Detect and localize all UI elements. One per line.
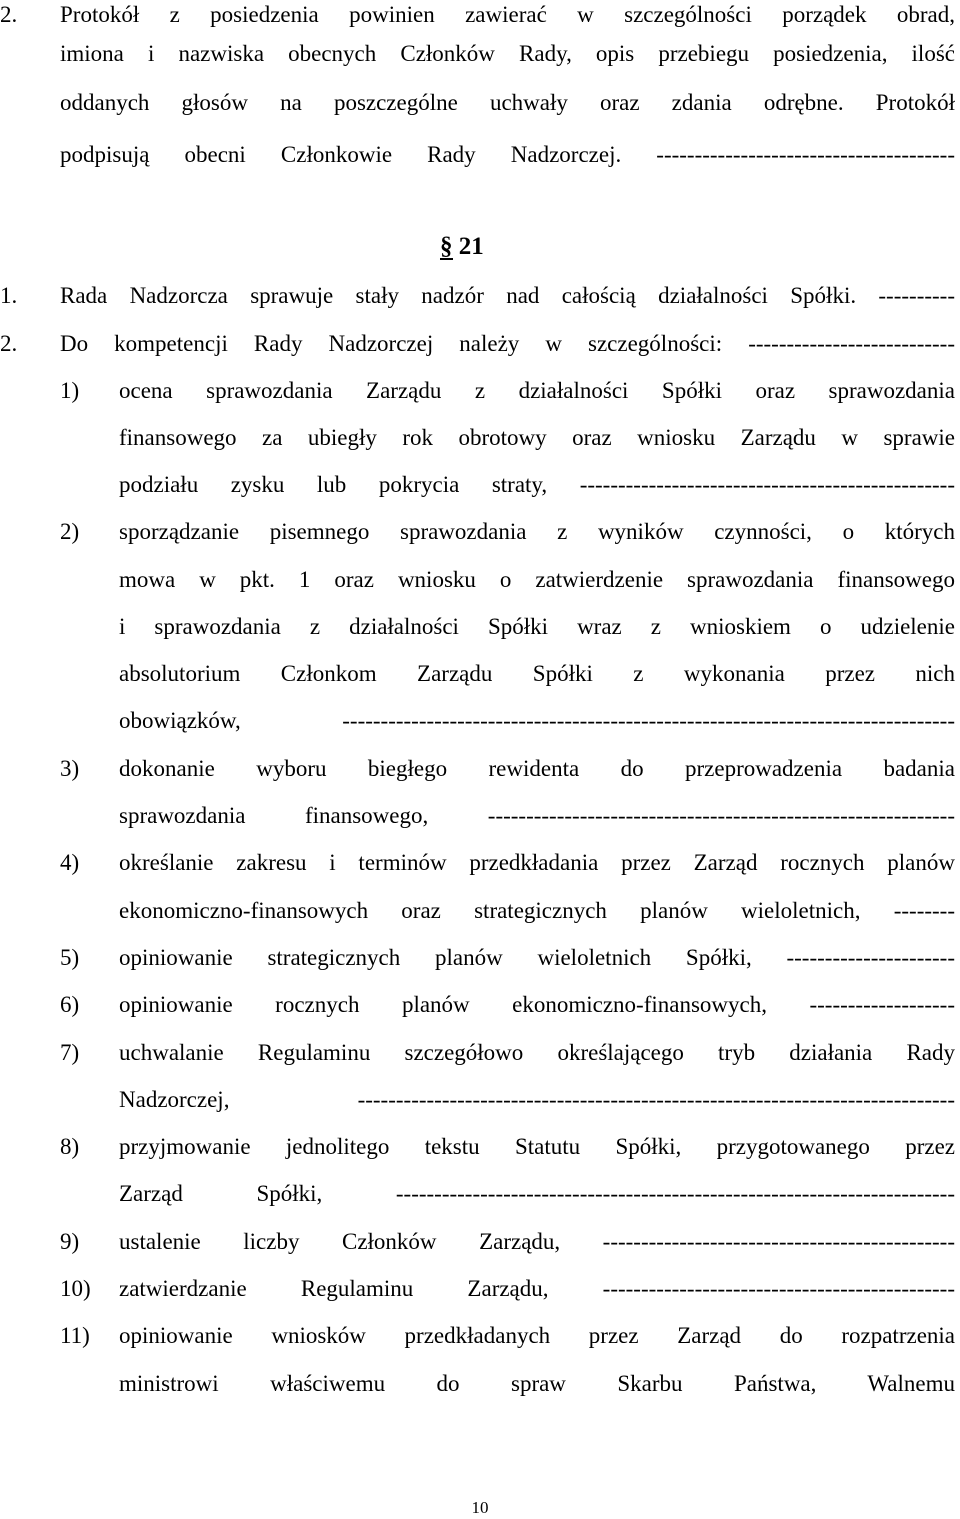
item-number: 1) [60,378,80,403]
item-line: mowa w pkt. 1 oraz wniosku o zatwierdzenie sprawozdania finansowego [119,567,955,592]
item-line: sporządzanie pisemnego sprawozdania z wyników czynności, o których [119,519,955,544]
paragraph-2-line: imiona i nazwiska obecnych Członków Rady, opis przebiegu posiedzenia, ilość [60,41,955,66]
item-number: 6) [60,992,80,1017]
item-number: 5) [60,945,80,970]
section-sign: § [440,233,453,260]
item-line: ministrowi właściwemu do spraw Skarbu Państwa, Walnemu [119,1371,955,1396]
paragraph-2-line: oddanych głosów na poszczególne uchwały oraz zdania odrębne. Protokół [60,90,955,115]
item-line: dokonanie wyboru biegłego rewidenta do przeprowadzenia badania [119,756,955,781]
point-1-text: Rada Nadzorcza sprawuje stały nadzór nad całością działalności Spółki. ---------- [60,283,955,308]
item-number: 11) [60,1323,90,1348]
item-line: Nadzorczej, ------------------------------------------------------------------------------ [119,1087,955,1112]
section-heading [440,233,484,261]
item-line: uchwalanie Regulaminu szczegółowo określającego tryb działania Rady [119,1040,955,1065]
item-line: Zarząd Spółki, ------------------------------------------------------------------------- [119,1181,955,1206]
item-line: opiniowanie rocznych planów ekonomiczno-finansowych, ------------------- [119,992,955,1017]
item-number: 3) [60,756,80,781]
page-number: 10 [471,1498,489,1517]
item-line: ocena sprawozdania Zarządu z działalności Spółki oraz sprawozdania [119,378,955,403]
item-line: finansowego za ubiegły rok obrotowy oraz wniosku Zarządu w sprawie [119,425,955,450]
point-2-number: 2. [0,331,18,356]
item-number: 10) [60,1276,91,1301]
item-line: ekonomiczno-finansowych oraz strategicznych planów wieloletnich, -------- [119,898,955,923]
point-2-text: Do kompetencji Rady Nadzorczej należy w szczególności: --------------------------- [60,331,955,356]
item-line: podziału zysku lub pokrycia straty, ------------------------------------------------- [119,472,955,497]
paragraph-2-line: Protokół z posiedzenia powinien zawierać w szczególności porządek obrad, [60,2,955,27]
item-line: absolutorium Członkom Zarządu Spółki z wykonania przez nich [119,661,955,686]
point-1-number: 1. [0,283,18,308]
item-line: określanie zakresu i terminów przedkładania przez Zarząd rocznych planów [119,850,955,875]
item-number: 9) [60,1229,80,1254]
item-number: 2) [60,519,80,544]
item-line: opiniowanie strategicznych planów wieloletnich Spółki, ---------------------- [119,945,955,970]
paragraph-2-line: podpisują obecni Członkowie Rady Nadzorczej. --------------------------------------- [60,142,955,167]
item-number: 4) [60,850,80,875]
paragraph-2-number: 2. [0,2,18,27]
item-line: przyjmowanie jednolitego tekstu Statutu Spółki, przygotowanego przez [119,1134,955,1159]
section-number: 21 [458,233,484,260]
item-number: 8) [60,1134,80,1159]
item-line: i sprawozdania z działalności Spółki wraz z wnioskiem o udzielenie [119,614,955,639]
item-line: sprawozdania finansowego, ------------------------------------------------------------- [119,803,955,828]
item-line: zatwierdzanie Regulaminu Zarządu, ---------------------------------------------- [119,1276,955,1301]
item-line: ustalenie liczby Członków Zarządu, ---------------------------------------------- [119,1229,955,1254]
item-line: opiniowanie wniosków przedkładanych przez Zarząd do rozpatrzenia [119,1323,955,1348]
item-number: 7) [60,1040,80,1065]
item-line: obowiązków, -------------------------------------------------------------------------------- [119,708,955,733]
